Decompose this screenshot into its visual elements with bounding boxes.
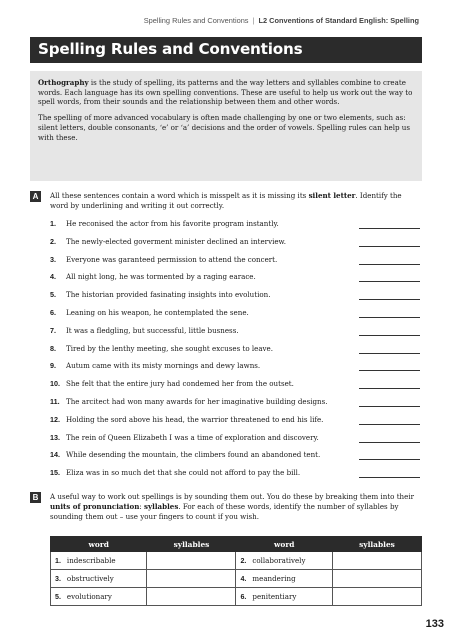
sentence-item bbox=[50, 253, 422, 271]
intro-box bbox=[30, 71, 422, 181]
sentence-item bbox=[50, 359, 422, 377]
sentence-item bbox=[50, 288, 422, 306]
word-number: 5. bbox=[55, 593, 61, 601]
syllable-answer-cell[interactable] bbox=[332, 552, 421, 570]
running-head-divider: | bbox=[252, 16, 255, 25]
syllable-row bbox=[51, 552, 422, 570]
answer-line[interactable] bbox=[359, 228, 420, 229]
section-a-marker: A bbox=[30, 191, 41, 202]
section-b-instr-keyword-2: syllables bbox=[144, 502, 179, 511]
intro-paragraph-1-text: is the study of spelling, its patterns and the way letters and syllables combine to create words. Each language has its own spelling conventions. These are useful to help us work out the way to spell words, from their sounds and the relationship between them and other words. bbox=[38, 78, 413, 107]
answer-line[interactable] bbox=[359, 477, 420, 478]
sentence-item bbox=[50, 235, 422, 253]
sentence-text[interactable]: All night long, he was tormented by a raging earace. bbox=[66, 272, 256, 282]
running-head-section: Spelling Rules and Conventions bbox=[143, 16, 249, 25]
answer-line[interactable] bbox=[359, 246, 420, 247]
answer-line[interactable] bbox=[359, 370, 420, 371]
section-b-instr-text: A useful way to work out spellings is by sounding them out. You do these by breaking them into their bbox=[50, 492, 414, 501]
answer-line[interactable] bbox=[359, 442, 420, 443]
section-b-marker: B bbox=[30, 492, 41, 503]
sentence-item bbox=[50, 448, 422, 466]
syllable-answer-cell[interactable] bbox=[332, 588, 421, 606]
word-cell bbox=[236, 570, 332, 588]
sentence-number: 1. bbox=[50, 219, 56, 228]
word-number: 6. bbox=[240, 593, 247, 601]
sentence-item bbox=[50, 217, 422, 235]
sentence-text[interactable]: Autum came with its misty mornings and dewy lawns. bbox=[66, 361, 261, 371]
answer-line[interactable] bbox=[359, 388, 420, 389]
sentence-text[interactable]: Tired by the lenthy meeting, she sought excuses to leave. bbox=[66, 343, 274, 353]
sentence-text[interactable]: Eliza was in so much det that she could not afford to pay the bill. bbox=[66, 468, 301, 478]
syllable-row bbox=[51, 588, 422, 606]
section-a-instr-text-end: . Identify the word by underlining and writing it out correctly. bbox=[50, 191, 402, 210]
sentence-item bbox=[50, 306, 422, 324]
syllable-answer-cell[interactable] bbox=[147, 570, 236, 588]
sentence-text[interactable]: It was a fledgling, but successful, little busness. bbox=[66, 325, 239, 335]
sentence-number: 9. bbox=[50, 361, 56, 371]
sentence-number: 7. bbox=[50, 325, 56, 335]
sentence-number: 3. bbox=[50, 254, 56, 264]
sentence-item bbox=[50, 377, 422, 395]
sentence-text[interactable]: While desending the mountain, the climbers found an abandoned tent. bbox=[66, 450, 321, 460]
running-head-chapter: L2 Conventions of Standard English: Spelling bbox=[258, 16, 419, 25]
header-syllables: syllables bbox=[332, 537, 421, 552]
sentence-number: 5. bbox=[50, 290, 56, 300]
sentence-text[interactable]: The rein of Queen Elizabeth I was a time of exploration and discovery. bbox=[66, 432, 319, 442]
word-text: obstructively bbox=[66, 574, 114, 583]
sentence-number: 2. bbox=[50, 236, 56, 246]
sentence-item bbox=[50, 431, 422, 449]
header-syllables: syllables bbox=[147, 537, 236, 552]
sentence-text[interactable]: He reconised the actor from his favorite program instantly. bbox=[66, 219, 279, 228]
syllable-answer-cell[interactable] bbox=[332, 570, 421, 588]
syllable-table-header bbox=[51, 537, 422, 552]
answer-line[interactable] bbox=[359, 317, 420, 318]
syllable-table-body bbox=[51, 552, 422, 606]
syllable-table bbox=[50, 536, 422, 606]
word-cell bbox=[236, 552, 332, 570]
word-number: 2. bbox=[240, 557, 247, 565]
page-number: 133 bbox=[425, 618, 444, 630]
sentence-number: 8. bbox=[50, 343, 56, 353]
sentence-number: 15. bbox=[50, 468, 60, 478]
word-number: 3. bbox=[55, 575, 61, 583]
syllable-row bbox=[51, 570, 422, 588]
sentence-text[interactable]: The arcitect had won many awards for her imaginative building designs. bbox=[66, 396, 328, 406]
sentence-item bbox=[50, 324, 422, 342]
intro-paragraph-2: The spelling of more advanced vocabulary is often made challenging by one or two elements, such as: silent letters, double consonants, ‘e’ or ‘a’ decisions and the order of vowels. Spelling rules can help us with these. bbox=[38, 113, 410, 142]
answer-line[interactable] bbox=[359, 353, 420, 354]
answer-line[interactable] bbox=[359, 459, 420, 460]
sentence-number: 14. bbox=[50, 450, 60, 460]
sentence-text[interactable]: The newly-elected goverment minister declined an interview. bbox=[66, 236, 287, 246]
sentence-item bbox=[50, 270, 422, 288]
header-word: word bbox=[236, 537, 332, 552]
word-cell bbox=[51, 588, 147, 606]
sentence-item bbox=[50, 413, 422, 431]
word-text: penitentiary bbox=[252, 592, 297, 601]
answer-line[interactable] bbox=[359, 264, 420, 265]
sentence-number: 13. bbox=[50, 432, 60, 442]
answer-line[interactable] bbox=[359, 299, 420, 300]
word-cell bbox=[51, 570, 147, 588]
section-b-instr-colon: : bbox=[139, 502, 145, 511]
word-text: meandering bbox=[252, 574, 296, 583]
syllable-answer-cell[interactable] bbox=[147, 588, 236, 606]
intro-term: Orthography bbox=[38, 78, 89, 87]
header-word: word bbox=[51, 537, 147, 552]
answer-line[interactable] bbox=[359, 335, 420, 336]
sentence-number: 11. bbox=[50, 396, 60, 406]
sentence-text[interactable]: The historian provided fasinating insights into evolution. bbox=[66, 290, 271, 300]
sentence-item bbox=[50, 466, 422, 484]
title-banner bbox=[30, 37, 422, 63]
word-cell bbox=[51, 552, 147, 570]
word-text: collaboratively bbox=[252, 556, 306, 565]
section-b-instructions bbox=[50, 492, 422, 522]
word-number: 4. bbox=[240, 575, 247, 583]
sentence-text[interactable]: Everyone was garanteed permission to attend the concert. bbox=[66, 254, 278, 264]
running-head bbox=[144, 16, 419, 25]
answer-line[interactable] bbox=[359, 424, 420, 425]
answer-line[interactable] bbox=[359, 281, 420, 282]
word-number: 1. bbox=[55, 557, 61, 565]
sentence-item bbox=[50, 395, 422, 413]
sentence-number: 12. bbox=[50, 414, 60, 424]
sentence-number: 10. bbox=[50, 379, 60, 389]
answer-line[interactable] bbox=[359, 406, 420, 407]
page-title: Spelling Rules and Conventions bbox=[38, 40, 303, 58]
section-a-instructions bbox=[50, 191, 422, 211]
sentence-text[interactable]: She felt that the entire jury had condemed her from the outset. bbox=[66, 379, 294, 389]
sentence-item bbox=[50, 342, 422, 360]
sentence-number: 4. bbox=[50, 272, 56, 282]
sentence-number: 6. bbox=[50, 307, 56, 317]
sentence-text[interactable]: Leaning on his weapon, he contemplated the sene. bbox=[66, 307, 249, 317]
sentence-list bbox=[50, 217, 422, 484]
sentence-text[interactable]: Holding the sord above his head, the warrior threatened to end his life. bbox=[66, 414, 324, 424]
section-a-instr-text: All these sentences contain a word which is misspelt as it is missing its bbox=[50, 191, 309, 200]
section-b-instr-text-end: . For each of these words, identify the number of syllables by sounding them out – use your fingers to count if you wish. bbox=[50, 502, 399, 521]
syllable-answer-cell[interactable] bbox=[147, 552, 236, 570]
word-text: indescribable bbox=[66, 556, 116, 565]
section-b-instr-keyword: units of pronunciation bbox=[50, 502, 140, 511]
word-text: evolutionary bbox=[66, 592, 112, 601]
section-a-instr-keyword: silent letter bbox=[308, 191, 356, 200]
intro-paragraph-1 bbox=[38, 78, 414, 107]
word-cell bbox=[236, 588, 332, 606]
